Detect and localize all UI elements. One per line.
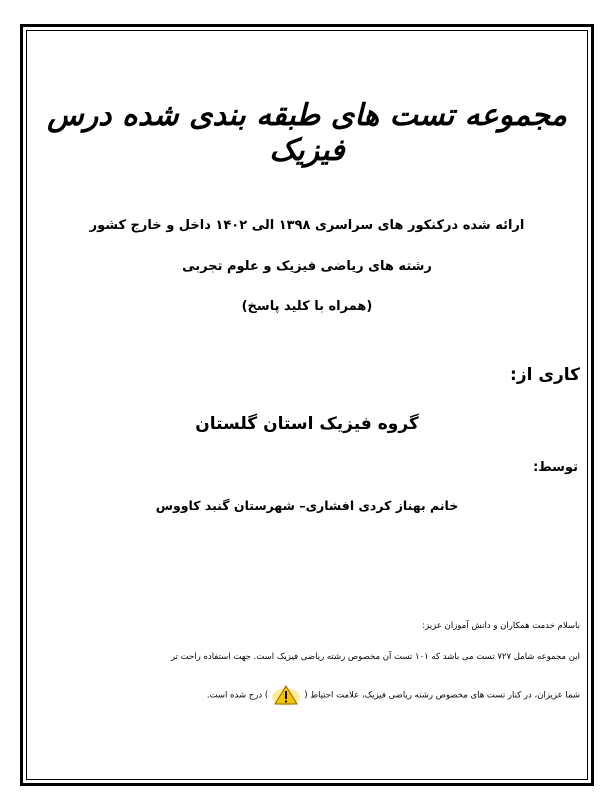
warning-triangle-icon xyxy=(271,684,301,706)
note-marker-after: ) درج شده است. xyxy=(206,690,269,701)
cover-content xyxy=(30,30,584,770)
note-info: این مجموعه شامل ۷۲۷ تست می باشد که ۱۰۱ تست آن مخصوص رشته ریاضی فیزیک است. جهت استفاده راحت تر xyxy=(170,652,580,662)
subtitle-line-2: رشته های ریاضی فیزیک و علوم تجربی xyxy=(182,259,432,274)
note-marker-before: شما عزیزان، در کنار تست های مخصوص رشته ریاضی فیزیک، علامت احتیاط ( xyxy=(304,690,580,701)
author-name: خانم بهناز کردی افشاری– شهرستان گنبد کاووس xyxy=(155,498,459,513)
author-label: توسط: xyxy=(533,460,578,475)
note-greeting: باسلام خدمت همکاران و دانش آموزان عزیز: xyxy=(422,621,580,631)
by-label: کاری از: xyxy=(510,365,580,385)
group-name: گروه فیزیک استان گلستان xyxy=(195,414,419,434)
note-marker xyxy=(207,684,580,706)
subtitle-line-3: (همراه با کلید پاسخ) xyxy=(241,299,373,314)
page-title: مجموعه تست های طبقه بندی شده درس فیزیک xyxy=(47,98,567,168)
subtitle-line-1: ارائه شده درکنکور های سراسری ۱۳۹۸ الی ۱۴۰۲ داخل و خارج کشور xyxy=(89,218,525,233)
